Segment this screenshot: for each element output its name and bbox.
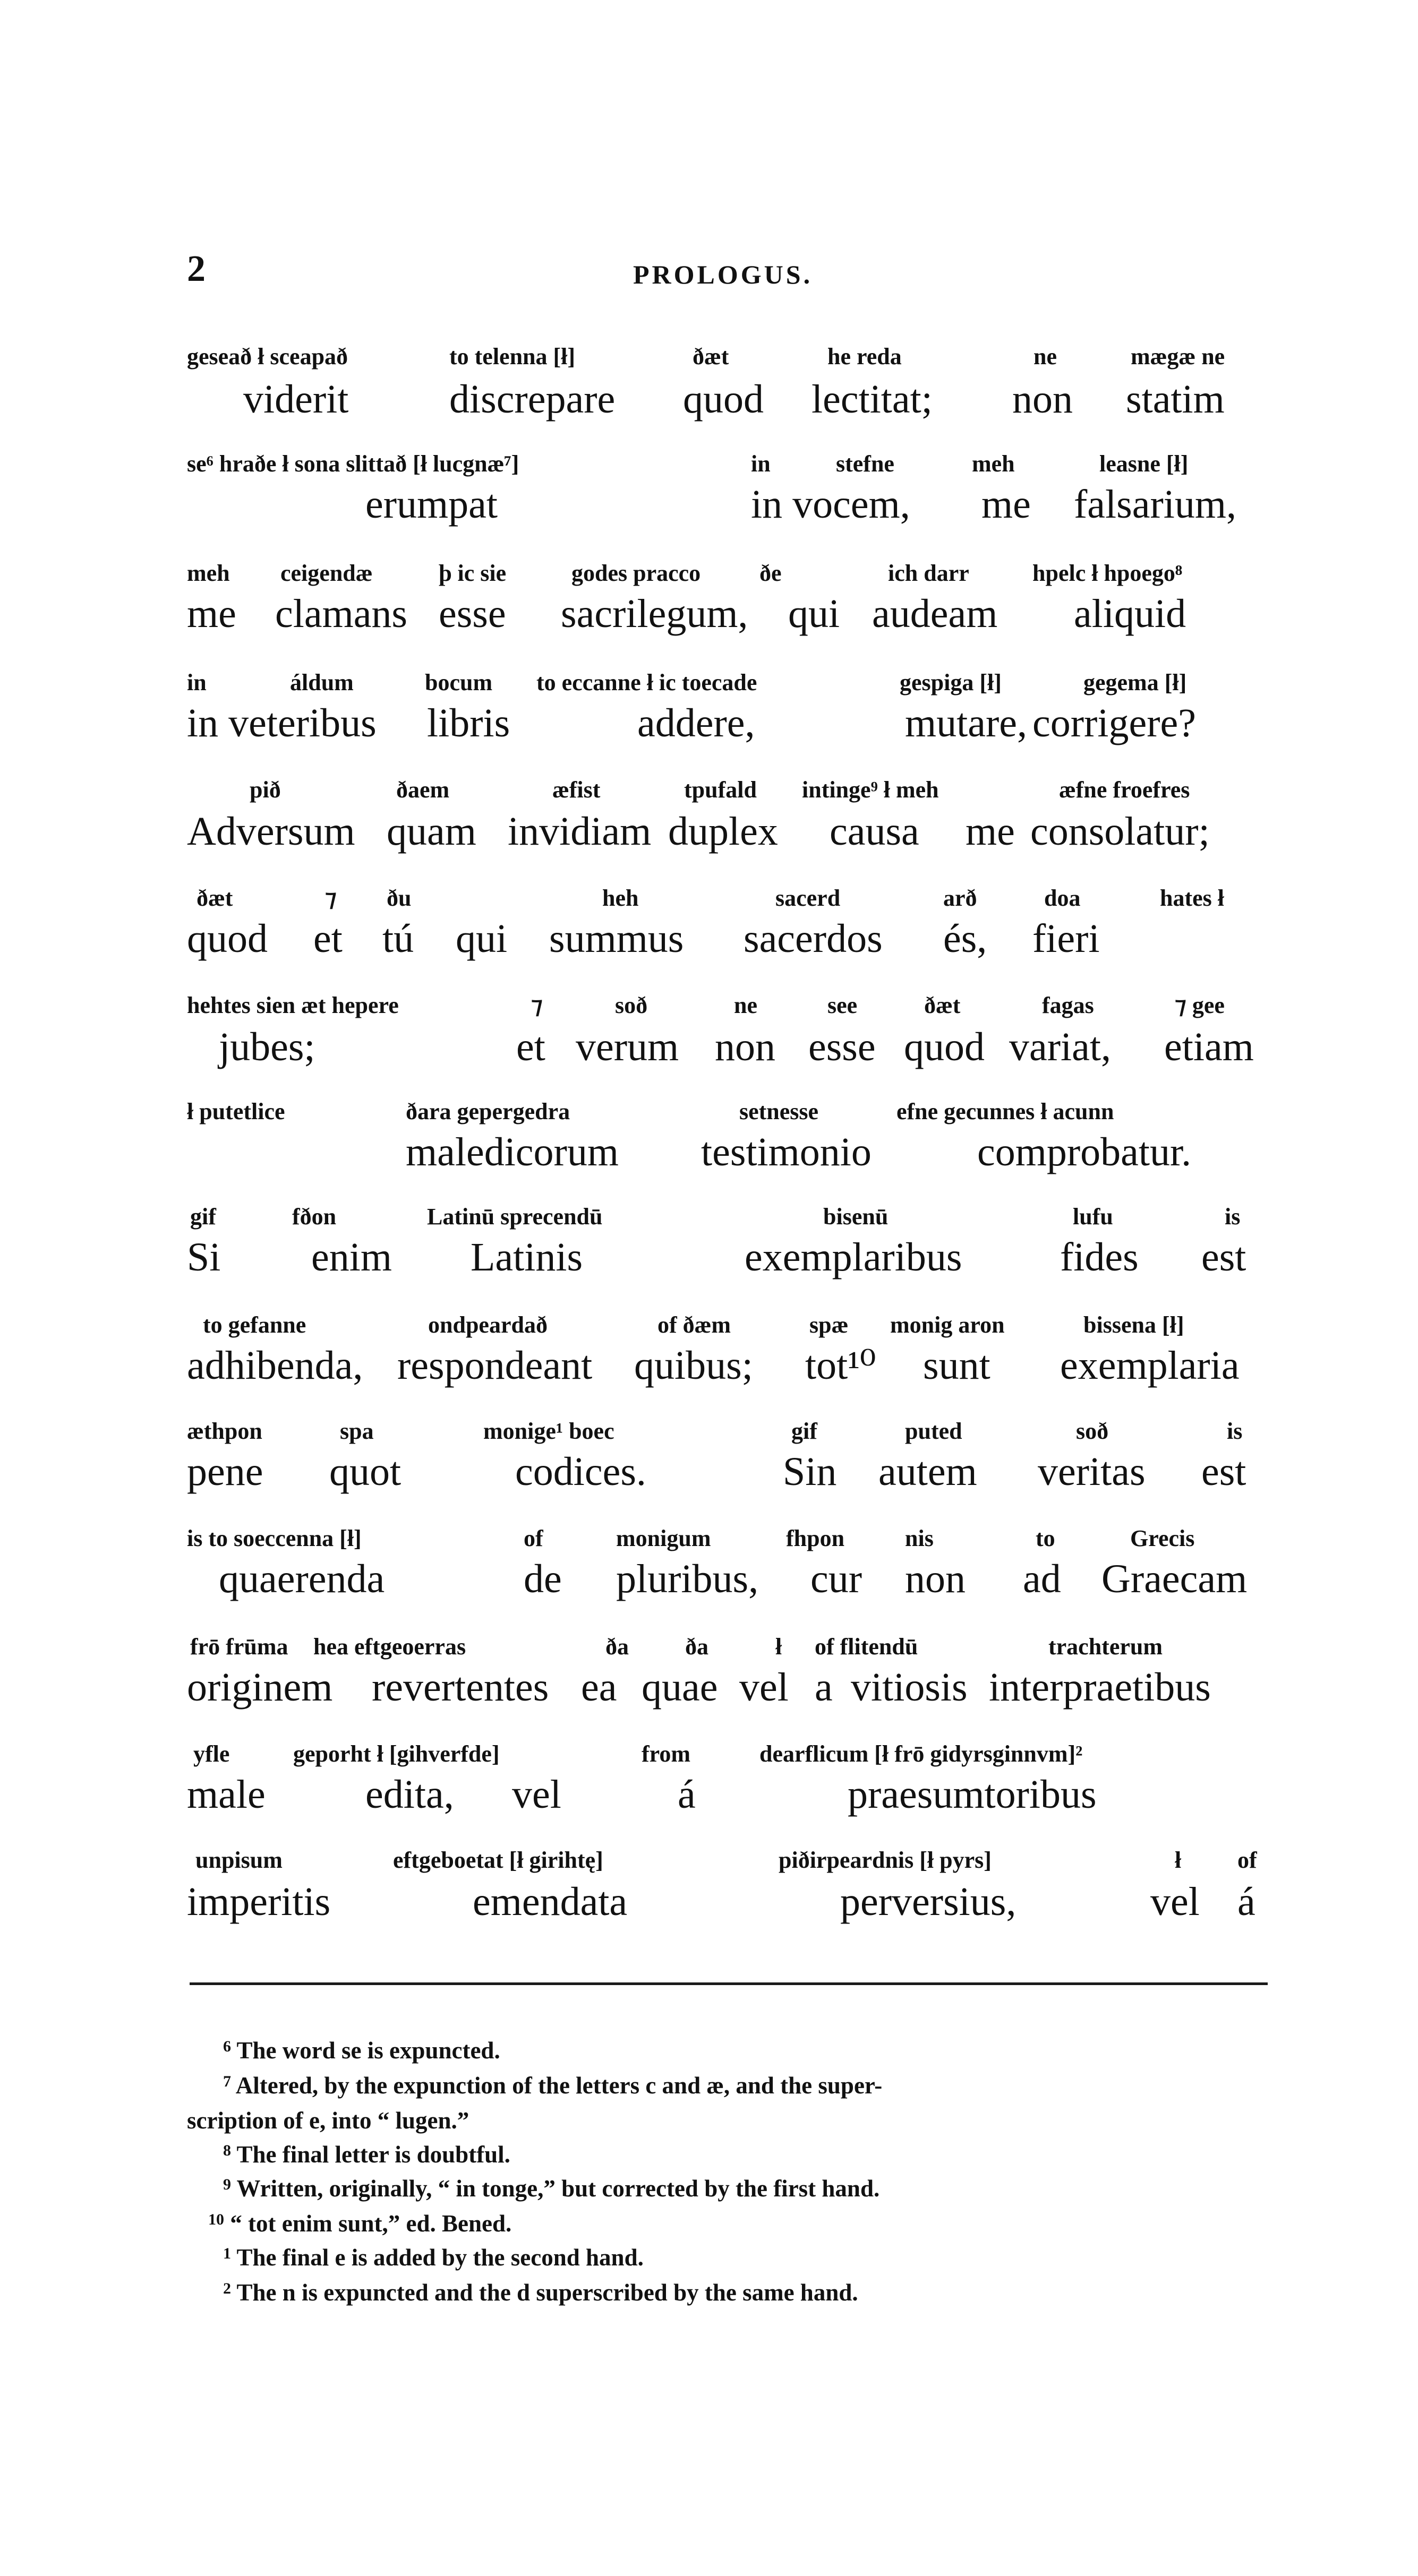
gloss-word: godes pracco <box>571 560 701 586</box>
latin-word: quam <box>387 809 476 854</box>
latin-word: maledicorum <box>406 1130 619 1174</box>
latin-word: tú <box>382 916 414 961</box>
latin-word: emendata <box>473 1879 628 1924</box>
latin-word: pene <box>187 1449 263 1494</box>
latin-word: originem <box>187 1665 333 1710</box>
latin-word: mutare, <box>905 701 1028 745</box>
latin-word: Sin <box>783 1449 837 1494</box>
gloss-word: ich darr <box>888 560 969 586</box>
gloss-word: to gefanne <box>203 1312 306 1338</box>
gloss-word: gegema [ł] <box>1083 669 1187 695</box>
gloss-word: hea eftgeoerras <box>313 1634 466 1660</box>
latin-word: discrepare <box>449 377 616 422</box>
gloss-word: lufu <box>1073 1204 1113 1230</box>
latin-word: respondeant <box>397 1343 593 1388</box>
latin-word: fides <box>1060 1235 1139 1280</box>
gloss-word: yfle <box>193 1741 230 1767</box>
gloss-word: æfist <box>552 777 601 803</box>
gloss-word: ne <box>734 992 757 1018</box>
gloss-word: þ ic sie <box>439 560 507 586</box>
gloss-word: spæ <box>809 1312 849 1338</box>
page-number: 2 <box>187 248 206 289</box>
latin-word: clamans <box>275 591 408 636</box>
latin-word: etiam <box>1164 1025 1254 1069</box>
latin-word: vel <box>512 1772 561 1817</box>
latin-word: quod <box>683 377 764 422</box>
gloss-word: ł <box>775 1634 782 1660</box>
gloss-word: geporht ł [gihverfde] <box>293 1741 500 1767</box>
latin-word: duplex <box>668 809 778 854</box>
latin-word: quod <box>187 916 268 961</box>
latin-word: me <box>187 591 236 636</box>
latin-word: qui <box>788 591 840 636</box>
footnote-mark: 6 <box>223 2038 231 2055</box>
latin-word: á <box>1237 1879 1255 1924</box>
gloss-word: to telenna [ł] <box>449 344 576 370</box>
gloss-word: ðe <box>759 560 782 586</box>
gloss-word: piðirpeardnis [ł pyrs] <box>779 1847 992 1873</box>
footnote <box>208 2212 511 2236</box>
latin-word: Si <box>187 1235 221 1280</box>
footnote <box>223 2143 510 2167</box>
gloss-word: is to soeccenna [ł] <box>187 1525 362 1551</box>
latin-word: exemplaria <box>1060 1343 1240 1388</box>
gloss-word: of flitendū <box>815 1634 918 1660</box>
latin-word: Latinis <box>471 1235 583 1280</box>
latin-word: in vocem, <box>751 482 910 527</box>
gloss-word: in <box>187 669 207 695</box>
gloss-word: of ðæm <box>657 1312 731 1338</box>
gloss-word: meh <box>187 560 230 586</box>
latin-word: fieri <box>1032 916 1100 961</box>
gloss-word: gespiga [ł] <box>900 669 1002 695</box>
gloss-word: hates ł <box>1160 885 1224 911</box>
gloss-word: arð <box>943 885 977 911</box>
gloss-word: setnesse <box>739 1098 819 1124</box>
gloss-word: stefne <box>836 451 894 477</box>
footnote-text: Altered, by the expunction of the letters c and æ, and the super- <box>235 2072 883 2099</box>
latin-word: praesumtoribus <box>848 1772 1097 1817</box>
latin-word: lectitat; <box>811 377 933 422</box>
footnote-mark: 1 <box>223 2245 231 2262</box>
latin-word: libris <box>427 701 510 745</box>
gloss-word: from <box>642 1741 691 1767</box>
gloss-word: frō frūma <box>190 1634 288 1660</box>
gloss-word: Grecis <box>1130 1525 1195 1551</box>
latin-word: non <box>1012 377 1073 422</box>
gloss-word: bissena [ł] <box>1083 1312 1184 1338</box>
footnote-text: “ tot enim sunt,” ed. Bened. <box>230 2210 512 2237</box>
latin-word: quae <box>642 1665 718 1710</box>
gloss-word: Latinū sprecendū <box>427 1204 603 1230</box>
latin-word: perversius, <box>840 1879 1016 1924</box>
gloss-word: æthpon <box>187 1418 262 1444</box>
latin-word: causa <box>830 809 919 854</box>
gloss-word: pið <box>250 777 281 803</box>
footnote-text: The final letter is doubtful. <box>236 2141 510 2168</box>
latin-word: tot¹⁰ <box>805 1343 876 1388</box>
latin-word: qui <box>456 916 508 961</box>
gloss-word: fðon <box>292 1204 337 1230</box>
footnote <box>223 2039 500 2063</box>
gloss-word: mægæ ne <box>1131 344 1225 370</box>
latin-word: et <box>313 916 343 961</box>
latin-word: falsarium, <box>1074 482 1237 527</box>
latin-word: codices. <box>515 1449 646 1494</box>
gloss-word: puted <box>905 1418 962 1444</box>
gloss-word: efne gecunnes ł acunn <box>896 1098 1114 1124</box>
latin-word: me <box>966 809 1015 854</box>
gloss-word: bocum <box>425 669 493 695</box>
latin-word: de <box>524 1557 562 1601</box>
gloss-word: fagas <box>1042 992 1094 1018</box>
latin-word: male <box>187 1772 266 1817</box>
footnote <box>223 2281 858 2305</box>
gloss-word: ceigendæ <box>280 560 373 586</box>
gloss-word: see <box>827 992 858 1018</box>
footnote-text: The word se is expuncted. <box>236 2037 500 2064</box>
footnote-mark: 7 <box>223 2073 231 2090</box>
latin-word: és, <box>943 916 987 961</box>
gloss-word: fhpon <box>786 1525 845 1551</box>
gloss-word: ðæt <box>693 344 729 370</box>
latin-word: vitiosis <box>851 1665 968 1710</box>
footnote-rule <box>190 1982 1268 1985</box>
gloss-word: of <box>524 1525 543 1551</box>
latin-word: esse <box>439 591 506 636</box>
gloss-word: ⁊ gee <box>1175 992 1225 1018</box>
gloss-word: ða <box>605 1634 629 1660</box>
latin-word: edita, <box>365 1772 454 1817</box>
gloss-word: ł putetlice <box>187 1098 285 1124</box>
gloss-word: geseað ł sceapað <box>187 344 348 370</box>
gloss-word: nis <box>905 1525 934 1551</box>
latin-word: autem <box>878 1449 977 1494</box>
gloss-word: is <box>1227 1418 1243 1444</box>
gloss-word: to eccanne ł ic toecade <box>536 669 757 695</box>
footnote <box>223 2246 644 2270</box>
latin-word: vel <box>1150 1879 1200 1924</box>
latin-word: consolatur; <box>1030 809 1210 854</box>
gloss-word: ðara gepergedra <box>406 1098 570 1124</box>
latin-word: enim <box>311 1235 392 1280</box>
gloss-word: unpisum <box>195 1847 283 1873</box>
gloss-word: heh <box>602 885 639 911</box>
gloss-word: sacerd <box>775 885 841 911</box>
latin-word: invidiam <box>508 809 652 854</box>
gloss-word: intinge⁹ ł meh <box>802 777 939 803</box>
gloss-word: monige¹ boec <box>483 1418 614 1444</box>
footnote <box>223 2074 882 2098</box>
gloss-word: in <box>751 451 771 477</box>
footnote-mark: 10 <box>208 2211 224 2228</box>
latin-word: quot <box>329 1449 402 1494</box>
latin-word: jubes; <box>219 1025 315 1069</box>
gloss-word: meh <box>972 451 1015 477</box>
gloss-word: monigum <box>616 1525 711 1551</box>
latin-word: quod <box>904 1025 985 1069</box>
latin-word: erumpat <box>365 482 498 527</box>
latin-word: quaerenda <box>219 1557 385 1601</box>
gloss-word: spa <box>340 1418 374 1444</box>
latin-word: sacerdos <box>744 916 883 961</box>
footnote-text: The final e is added by the second hand. <box>236 2244 644 2271</box>
gloss-word: tpufald <box>684 777 757 803</box>
gloss-word: he reda <box>827 344 902 370</box>
gloss-word: leasne [ł] <box>1099 451 1189 477</box>
gloss-word: is <box>1225 1204 1241 1230</box>
latin-word: cur <box>810 1557 862 1601</box>
gloss-word: hpelc ł hpoego⁸ <box>1032 560 1183 586</box>
latin-word: esse <box>808 1025 876 1069</box>
gloss-word: ðæt <box>197 885 233 911</box>
latin-word: revertentes <box>372 1665 549 1710</box>
gloss-word: hehtes sien æt hepere <box>187 992 399 1018</box>
gloss-word: ⁊ <box>325 885 337 911</box>
gloss-word: ðaem <box>396 777 450 803</box>
gloss-word: gif <box>190 1204 216 1230</box>
latin-word: testimonio <box>701 1130 872 1174</box>
gloss-word: ⁊ <box>531 992 543 1018</box>
latin-word: viderit <box>243 377 349 422</box>
footnote <box>223 2177 879 2201</box>
gloss-word: soð <box>1076 1418 1109 1444</box>
gloss-word: trachterum <box>1048 1634 1163 1660</box>
gloss-word: se⁶ hraðe ł sona slittað [ł lucgnæ⁷] <box>187 451 519 477</box>
footnote-continuation <box>187 2109 469 2133</box>
latin-word: sacrilegum, <box>561 591 748 636</box>
gloss-word: ðu <box>387 885 412 911</box>
gloss-word: monig aron <box>890 1312 1005 1338</box>
gloss-word: doa <box>1044 885 1081 911</box>
gloss-word: eftgeboetat [ł girihtę] <box>393 1847 603 1873</box>
gloss-word: ða <box>685 1634 708 1660</box>
latin-word: ea <box>581 1665 617 1710</box>
latin-word: exemplaribus <box>745 1235 962 1280</box>
latin-word: addere, <box>637 701 755 745</box>
footnote-text: Written, originally, “ in tonge,” but corrected by the first hand. <box>236 2175 880 2202</box>
latin-word: in veteribus <box>187 701 377 745</box>
latin-word: imperitis <box>187 1879 331 1924</box>
footnote-text: scription of e, into “ lugen.” <box>187 2107 469 2134</box>
latin-word: adhibenda, <box>187 1343 363 1388</box>
gloss-word: ł <box>1175 1847 1182 1873</box>
latin-word: aliquid <box>1074 591 1186 636</box>
gloss-word: gif <box>791 1418 817 1444</box>
latin-word: vel <box>739 1665 789 1710</box>
footnote-mark: 8 <box>223 2142 231 2159</box>
latin-word: interpraetibus <box>989 1665 1211 1710</box>
latin-word: est <box>1201 1235 1246 1280</box>
latin-word: verum <box>576 1025 679 1069</box>
latin-word: comprobatur. <box>977 1130 1192 1174</box>
gloss-word: ne <box>1033 344 1057 370</box>
latin-word: me <box>981 482 1031 527</box>
latin-word: a <box>815 1665 833 1710</box>
latin-word: á <box>678 1772 696 1817</box>
latin-word: non <box>905 1557 966 1601</box>
latin-word: est <box>1201 1449 1246 1494</box>
latin-word: veritas <box>1038 1449 1146 1494</box>
latin-word: statim <box>1126 377 1225 422</box>
gloss-word: dearflicum [ł frō gidyrsginnvm]² <box>759 1741 1083 1767</box>
gloss-word: bisenū <box>823 1204 889 1230</box>
gloss-word: æfne froefres <box>1059 777 1190 803</box>
latin-word: pluribus, <box>616 1557 759 1601</box>
latin-word: sunt <box>923 1343 990 1388</box>
gloss-word: soð <box>615 992 648 1018</box>
latin-word: Graecam <box>1101 1557 1248 1601</box>
gloss-word: áldum <box>290 669 354 695</box>
latin-word: Adversum <box>187 809 355 854</box>
gloss-word: ðæt <box>924 992 961 1018</box>
footnote-mark: 9 <box>223 2176 231 2193</box>
latin-word: non <box>715 1025 775 1069</box>
footnote-mark: 2 <box>223 2280 231 2297</box>
gloss-word: to <box>1036 1525 1055 1551</box>
latin-word: ad <box>1023 1557 1061 1601</box>
latin-word: audeam <box>872 591 998 636</box>
gloss-word: ondpeardað <box>428 1312 548 1338</box>
latin-word: variat, <box>1009 1025 1112 1069</box>
latin-word: summus <box>549 916 684 961</box>
footnote-text: The n is expuncted and the d superscribed by the same hand. <box>236 2279 858 2306</box>
running-head: PROLOGUS. <box>633 260 813 289</box>
gloss-word: of <box>1237 1847 1257 1873</box>
latin-word: et <box>516 1025 545 1069</box>
latin-word: corrigere? <box>1032 701 1196 745</box>
latin-word: quibus; <box>634 1343 753 1388</box>
